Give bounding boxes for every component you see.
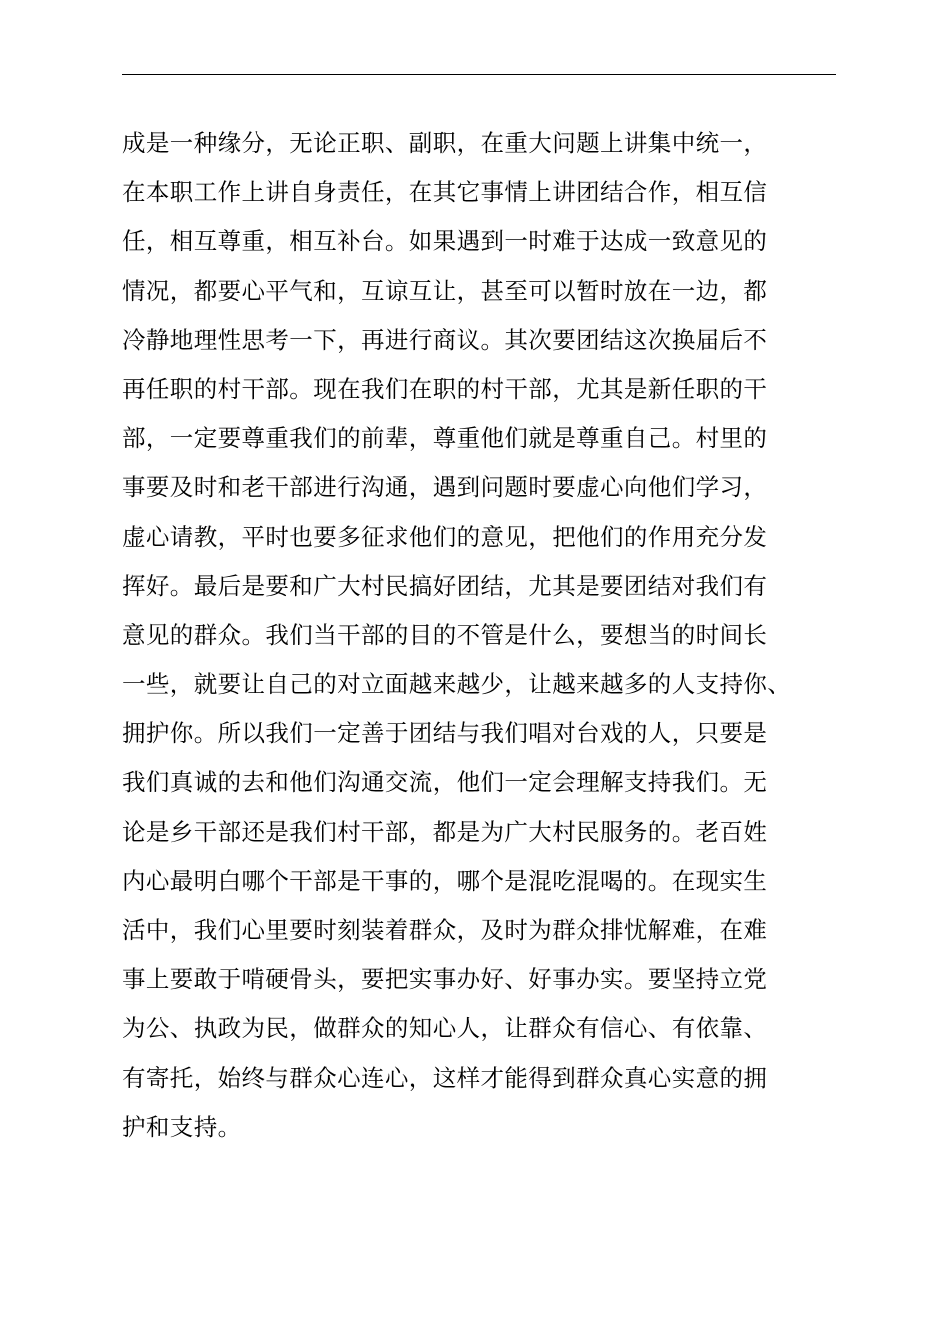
text-line: 情况，都要心平气和，互谅互让，甚至可以暂时放在一边，都 — [122, 276, 768, 305]
text-line: 内心最明白哪个干部是干事的，哪个是混吃混喝的。在现实生 — [122, 866, 768, 895]
text-line: 为公、执政为民，做群众的知心人，让群众有信心、有依靠、 — [122, 1014, 768, 1043]
text-line: 护和支持。 — [122, 1112, 242, 1141]
text-line: 成是一种缘分，无论正职、副职，在重大问题上讲集中统一， — [122, 129, 768, 157]
text-line: 虚心请教，平时也要多征求他们的意见，把他们的作用充分发 — [122, 522, 768, 551]
text-line: 活中，我们心里要时刻装着群众，及时为群众排忧解难，在难 — [122, 916, 768, 944]
text-line: 事要及时和老干部进行沟通，遇到问题时要虚心向他们学习， — [122, 473, 768, 502]
text-line: 拥护你。所以我们一定善于团结与我们唱对台戏的人，只要是 — [122, 719, 768, 748]
text-line: 一些，就要让自己的对立面越来越少，让越来越多的人支持你、 — [122, 670, 792, 699]
text-line: 挥好。最后是要和广大村民搞好团结，尤其是要团结对我们有 — [122, 571, 768, 600]
text-line: 有寄托，始终与群众心连心，这样才能得到群众真心实意的拥 — [122, 1063, 768, 1092]
text-line: 冷静地理性思考一下，再进行商议。其次要团结这次换届后不 — [122, 325, 768, 354]
text-line: 事上要敢于啃硬骨头，要把实事办好、好事办实。要坚持立党 — [122, 965, 768, 994]
text-line: 任，相互尊重，相互补台。如果遇到一时难于达成一致意见的 — [122, 227, 768, 256]
text-line: 部，一定要尊重我们的前辈，尊重他们就是尊重自己。村里的 — [122, 424, 768, 453]
text-line: 我们真诚的去和他们沟通交流，他们一定会理解支持我们。无 — [122, 768, 768, 797]
text-line: 意见的群众。我们当干部的目的不管是什么，要想当的时间长 — [122, 620, 768, 649]
body-text — [122, 119, 838, 1152]
header-rule — [122, 74, 836, 75]
text-line: 再任职的村干部。现在我们在职的村干部，尤其是新任职的干 — [122, 374, 768, 403]
text-line: 论是乡干部还是我们村干部，都是为广大村民服务的。老百姓 — [122, 817, 768, 846]
text-line: 在本职工作上讲自身责任，在其它事情上讲团结合作，相互信 — [122, 178, 768, 207]
